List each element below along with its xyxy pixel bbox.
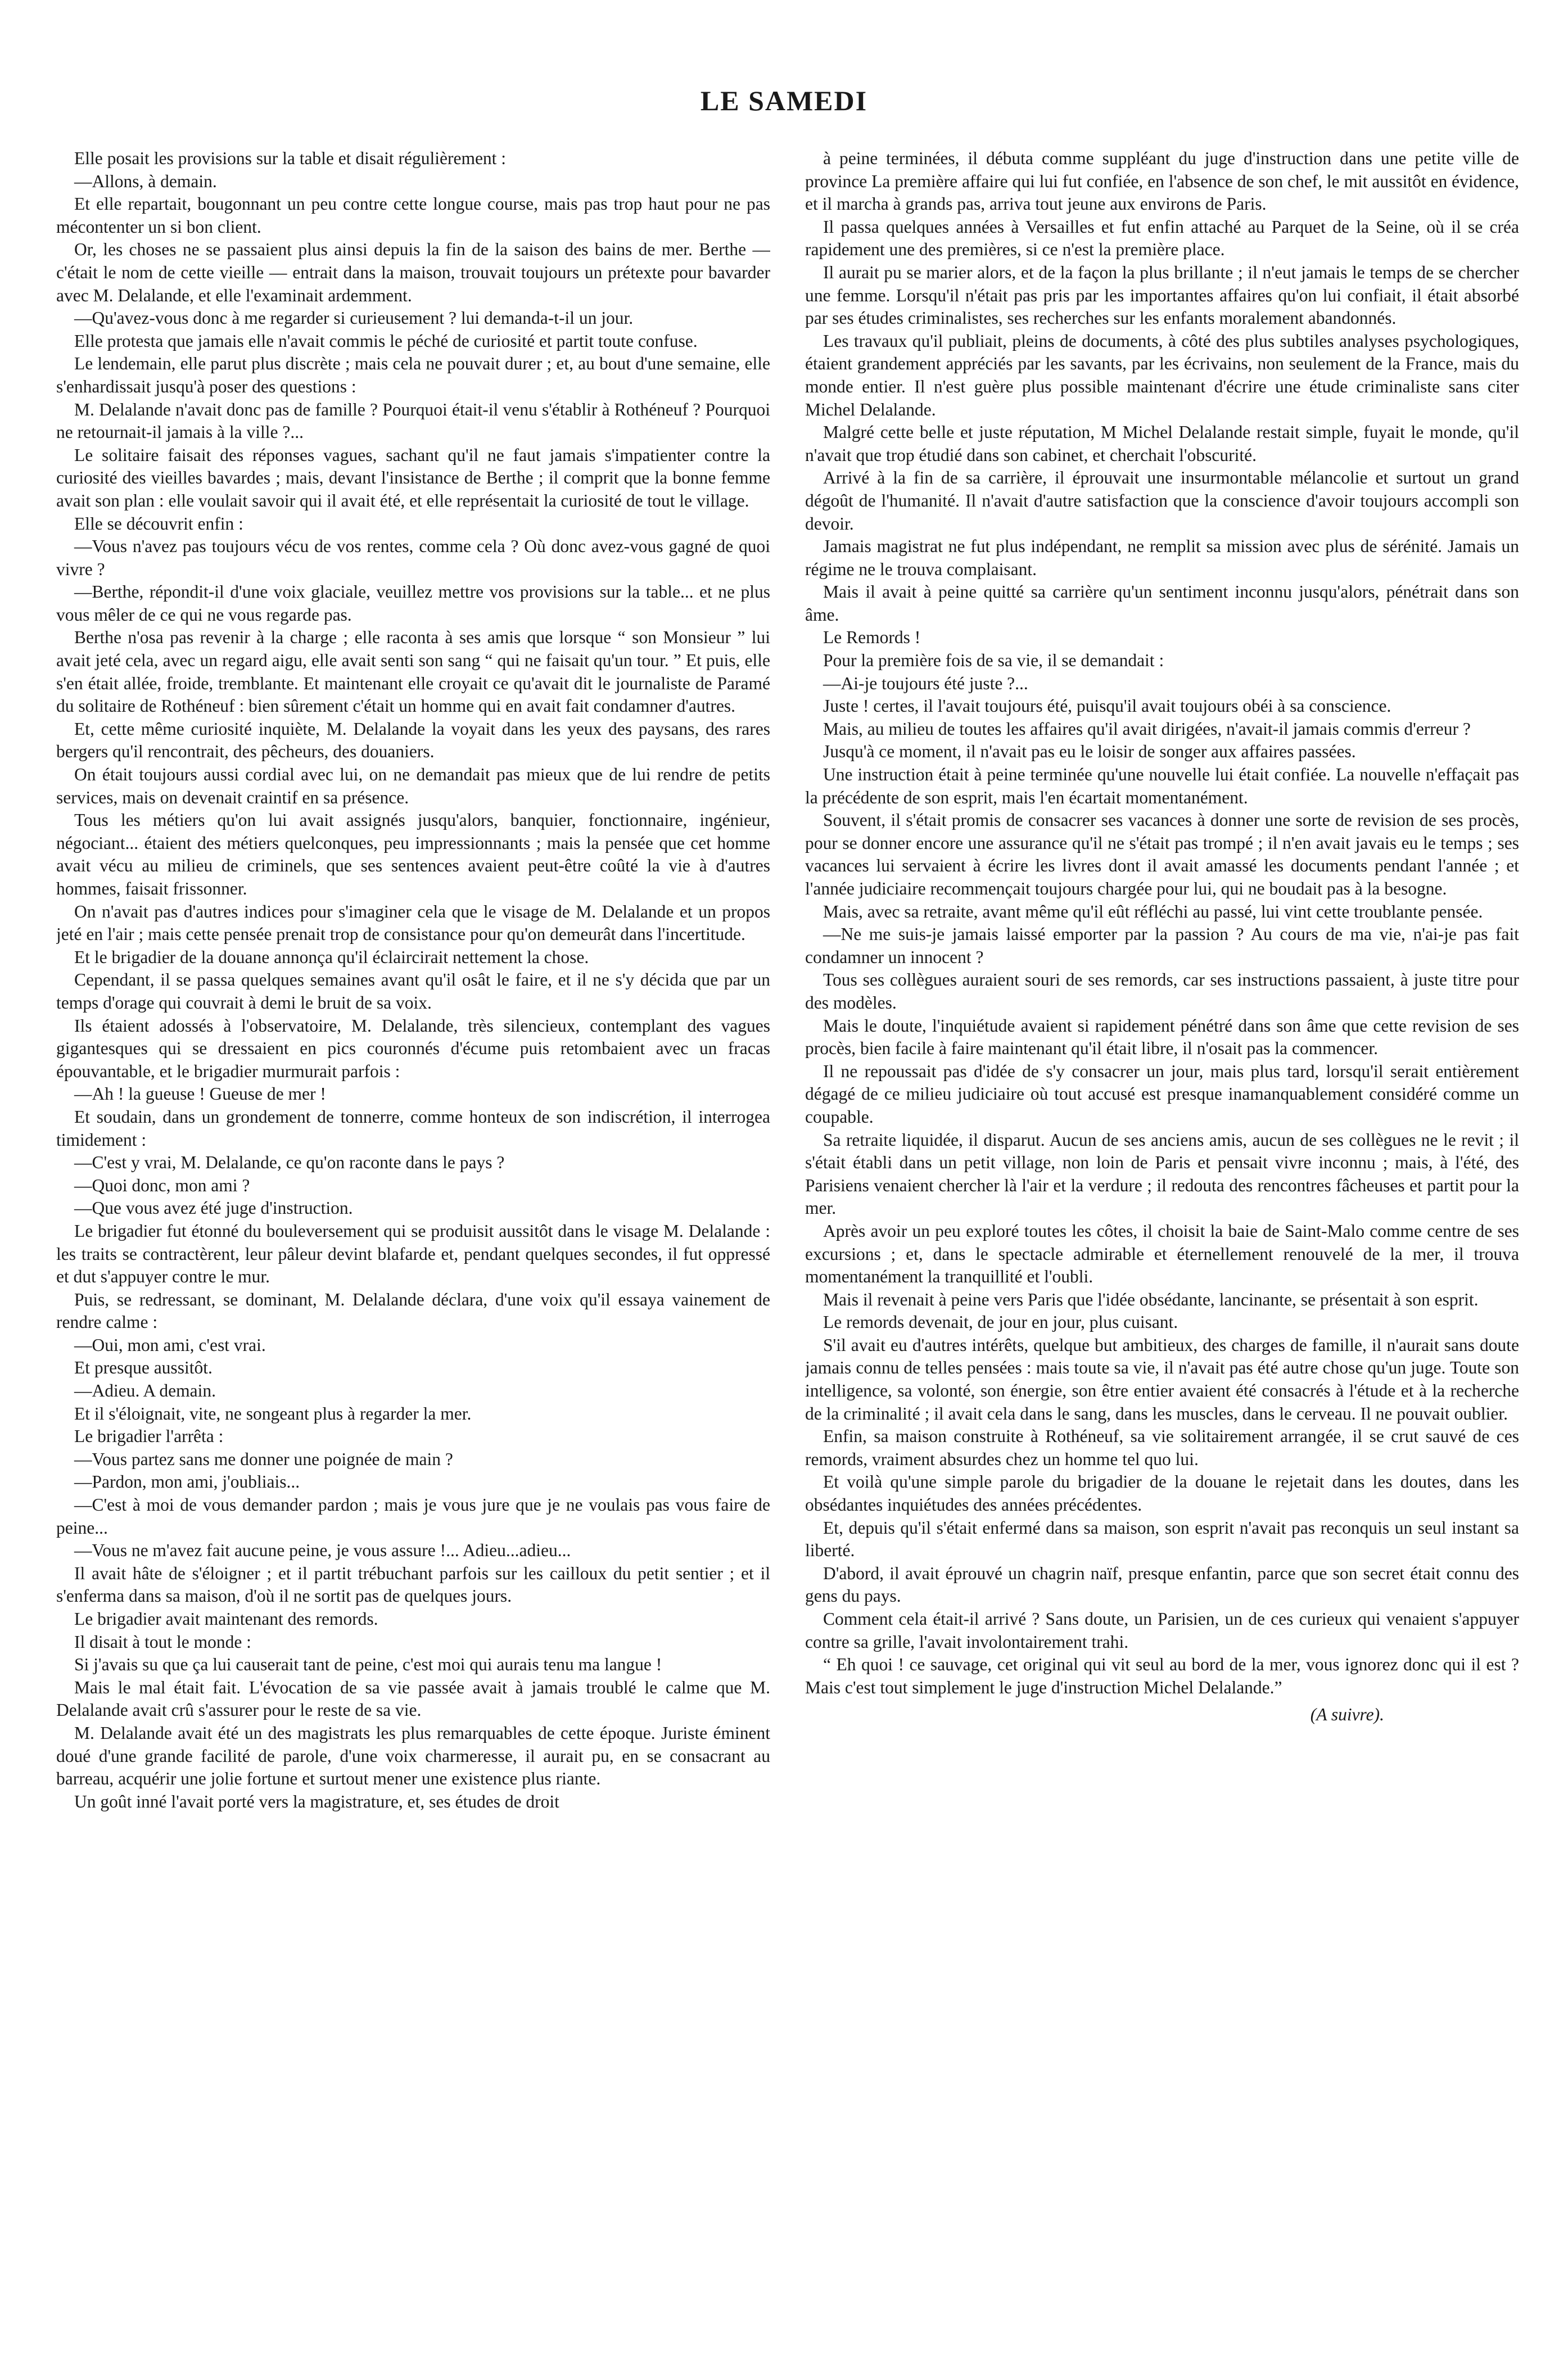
paragraph: Il passa quelques années à Versailles et fut enfin attaché au Parquet de la Seine, où il se créa rapidement une des premières, si ce n'est la première place.: [805, 216, 1519, 260]
paragraph: Tous les métiers qu'on lui avait assignés jusqu'alors, banquier, fonctionnaire, ingénieur, négociant... étaient des métiers quelconques, peu impressionnants ; mais la pensée que cet homme avait vécu au milieu de criminels, que ses sentences avaient peut-être coûté la vie à d'autres hommes, faisait frissonner.: [56, 810, 770, 898]
paragraph: Et, depuis qu'il s'était enfermé dans sa maison, son esprit n'avait pas reconquis un seul instant sa liberté.: [805, 1517, 1519, 1561]
paragraph: Cependant, il se passa quelques semaines avant qu'il osât le faire, et il ne s'y décida que par un temps d'orage qui couvrait à demi le bruit de sa voix.: [56, 970, 770, 1013]
paragraph: Un goût inné l'avait porté vers la magistrature, et, ses études de droit: [74, 1791, 559, 1811]
paragraph: Mais il avait à peine quitté sa carrière qu'un sentiment inconnu jusqu'alors, pénétrait dans son âme.: [805, 582, 1519, 625]
paragraph: Jamais magistrat ne fut plus indépendant, ne remplit sa mission avec plus de sérénité. Jamais un régime ne le trouva complaisant.: [805, 536, 1519, 579]
paragraph: Pour la première fois de sa vie, il se demandait :: [823, 650, 1164, 671]
paragraph: Il ne repoussait pas d'idée de s'y consacrer un jour, mais plus tard, lorsqu'il serait entièrement dégagé de ce milieu judiciaire où tout accusé est presque inamanquablement considéré comme un coupable.: [805, 1061, 1519, 1127]
paragraph: Elle se découvrit enfin :: [74, 513, 243, 534]
paragraph: Il disait à tout le monde :: [74, 1632, 251, 1652]
paragraph: Tous ses collègues auraient souri de ses remords, car ses instructions passaient, à juste titre pour des modèles.: [805, 970, 1519, 1013]
paragraph: Mais, au milieu de toutes les affaires qu'il avait dirigées, n'avait-il jamais commis d'erreur ?: [823, 718, 1471, 739]
paragraph: —C'est à moi de vous demander pardon ; mais je vous jure que je ne voulais pas vous faire de peine...: [56, 1495, 770, 1538]
paragraph: —Que vous avez été juge d'instruction.: [74, 1198, 353, 1218]
paragraph: Après avoir un peu exploré toutes les côtes, il choisit la baie de Saint-Malo comme centre de ses excursions ; et, dans le spectacle admirable et éternellement renouvelé de la mer, il trouva momentanément la tranquillité et l'oubli.: [805, 1221, 1519, 1287]
paragraph: —C'est y vrai, M. Delalande, ce qu'on raconte dans le pays ?: [74, 1153, 505, 1173]
text-column-right: [805, 147, 1519, 2340]
paragraph: Et, cette même curiosité inquiète, M. Delalande la voyait dans les yeux des paysans, des rares bergers qu'il rencontrait, des pêcheurs, des douaniers.: [56, 718, 770, 762]
paragraph: —Adieu. A demain.: [74, 1381, 216, 1401]
paragraph: —Vous n'avez pas toujours vécu de vos rentes, comme cela ? Où donc avez-vous gagné de quoi vivre ?: [56, 536, 770, 579]
paragraph: D'abord, il avait éprouvé un chagrin naïf, presque enfantin, parce que son secret était connu des gens du pays.: [805, 1563, 1519, 1606]
paragraph: Elle posait les provisions sur la table et disait régulièrement :: [74, 148, 507, 168]
paragraph: Puis, se redressant, se dominant, M. Delalande déclara, d'une voix qu'il essaya vainement de rendre calme :: [56, 1289, 770, 1332]
paragraph: Le solitaire faisait des réponses vagues, sachant qu'il ne faut jamais s'impatienter contre la curiosité des vieilles bavardes ; mais, devant l'insistance de Berthe ; il comprit que la bonne femme avait son plan : elle voulait savoir qui il avait été, et elle représentait la curiosité de tout le village.: [56, 445, 770, 510]
paragraph: Mais, avec sa retraite, avant même qu'il eût réfléchi au passé, lui vint cette troublante pensée.: [823, 901, 1483, 921]
paragraph: Et il s'éloignait, vite, ne songeant plus à regarder la mer.: [74, 1403, 472, 1424]
paragraph: Il aurait pu se marier alors, et de la façon la plus brillante ; il n'eut jamais le temps de se chercher une femme. Lorsqu'il n'était pas pris par les importantes affaires qu'on lui confiait, il était absorbé par ses études criminalistes, ses recherches sur les enfants moralement abandonnés.: [805, 262, 1519, 328]
paragraph: Or, les choses ne se passaient plus ainsi depuis la fin de la saison des bains de mer. Berthe — c'était le nom de cette vieille — entrait dans la maison, trouvait toujours un prétexte pour bavarder avec M. Delalande, et elle l'examinait ardemment.: [56, 239, 770, 305]
paragraph: Elle protesta que jamais elle n'avait commis le péché de curiosité et partit toute confuse.: [74, 331, 698, 351]
paragraph: M. Delalande n'avait donc pas de famille ? Pourquoi était-il venu s'établir à Rothéneuf ? Pourquoi ne retournait-il jamais à la ville ?...: [56, 399, 770, 442]
paragraph: Si j'avais su que ça lui causerait tant de peine, c'est moi qui aurais tenu ma langue !: [74, 1655, 662, 1675]
paragraph: —Berthe, répondit-il d'une voix glaciale, veuillez mettre vos provisions sur la table... et ne plus vous mêler de ce qui ne vous regarde pas.: [56, 582, 770, 625]
paragraph: Jusqu'à ce moment, il n'avait pas eu le loisir de songer aux affaires passées.: [823, 742, 1356, 762]
paragraph: —Ah ! la gueuse ! Gueuse de mer !: [74, 1084, 326, 1104]
paragraph: Ils étaient adossés à l'observatoire, M. Delalande, très silencieux, contemplant des vagues gigantesques qui se dressaient en pics couronnés d'écume puis retombaient avec un fracas épouvantable, et le brigadier murmurait parfois :: [56, 1015, 770, 1081]
paragraph: Et voilà qu'une simple parole du brigadier de la douane le rejetait dans les doutes, dans les obsédantes inquiétudes des années précédentes.: [805, 1472, 1519, 1515]
paragraph: “ Eh quoi ! ce sauvage, cet original qui vit seul au bord de la mer, vous ignorez donc qui il est ? Mais c'est tout simplement le juge d'instruction Michel Delalande.”: [805, 1655, 1519, 1697]
paragraph: à peine terminées, il débuta comme suppléant du juge d'instruction dans une petite ville de province La première affaire qui lui fut confiée, en l'absence de son chef, le mit aussitôt en évidence, et il marcha à grands pas, arriva tout jeune aux environs de Paris.: [805, 148, 1519, 214]
paragraph: Et soudain, dans un grondement de tonnerre, comme honteux de son indiscrétion, il interrogea timidement :: [56, 1106, 770, 1150]
paragraph: Le lendemain, elle parut plus discrète ; mais cela ne pouvait durer ; et, au bout d'une semaine, elle s'enhardissait jusqu'à poser des questions :: [56, 354, 770, 396]
to-be-continued-note: (A suivre).: [1310, 1705, 1384, 1725]
paragraph: Mais il revenait à peine vers Paris que l'idée obsédante, lancinante, se présentait à son esprit.: [823, 1289, 1479, 1309]
paragraph: Le remords devenait, de jour en jour, plus cuisant.: [823, 1312, 1178, 1332]
paragraph: —Allons, à demain.: [74, 171, 217, 191]
page-title: LE SAMEDI: [700, 85, 868, 116]
paragraph: M. Delalande avait été un des magistrats les plus remarquables de cette époque. Juriste éminent doué d'une grande facilité de parole, d'une voix charmeresse, il aurait pu, en se consacrant au barreau, acquérir une jolie fortune et surtout mener une existence plus riante.: [56, 1723, 770, 1789]
paragraph: —Ai-je toujours été juste ?...: [823, 673, 1028, 693]
paragraph: Le brigadier fut étonné du bouleversement qui se produisit aussitôt dans le visage M. Delalande : les traits se contractèrent, leur pâleur devint blafarde et, pendant quelques secondes, il fut oppressé et dut s'appuyer contre le mur.: [56, 1221, 770, 1287]
paragraph: —Pardon, mon ami, j'oubliais...: [74, 1472, 300, 1492]
paragraph: On était toujours aussi cordial avec lui, on ne demandait pas mieux que de lui rendre de petits services, mais on devenait craintif en sa présence.: [56, 765, 770, 807]
paragraph: Enfin, sa maison construite à Rothéneuf, sa vie solitairement arrangée, il se crut sauvé de ces remords, vraiment absurdes chez un homme tel quo lui.: [805, 1426, 1519, 1469]
paragraph: —Vous partez sans me donner une poignée de main ?: [74, 1449, 453, 1469]
paragraph: Sa retraite liquidée, il disparut. Aucun de ses anciens amis, aucun de ses collègues ne le revit ; il s'était établi dans un petit village, non loin de Paris et pensait vivre inconnu ; mais, à l'été, des Parisiens venaient chercher là l'air et la verdure ; il redouta des rencontres fâcheuses et partit pour la mer.: [805, 1129, 1519, 1218]
paragraph: Souvent, il s'était promis de consacrer ses vacances à donner une sorte de revision de ses procès, pour se donner encore une assurance qu'il ne s'était pas trompé ; il n'en avait javais eu le temps ; ses vacances lui servaient à écrire les livres dont il avait amassé les documents pendant l'année ; et l'année judiciaire recommençait toujours chargée pour lui, qui ne boudait pas à la besogne.: [805, 810, 1519, 898]
paragraph: —Oui, mon ami, c'est vrai.: [74, 1335, 266, 1355]
paragraph: Mais le mal était fait. L'évocation de sa vie passée avait à jamais troublé le calme que M. Delalande avait crû s'assurer pour le reste de sa vie.: [56, 1677, 770, 1720]
paragraph: Il avait hâte de s'éloigner ; et il partit trébuchant parfois sur les cailloux du petit sentier ; et il s'enferma dans sa maison, d'où il ne sortit pas de quelques jours.: [56, 1563, 770, 1606]
paragraph: Berthe n'osa pas revenir à la charge ; elle raconta à ses amis que lorsque “ son Monsieur ” lui avait jeté cela, avec un regard aigu, elle avait senti son sang “ qui ne faisait qu'un tour. ” Et puis, elle s'en était allée, froide, tremblante. Et maintenant elle croyait ce qu'avait dit le journaliste de Paramé du solitaire de Rothéneuf : bien sûrement c'était un homme qui en avait fait condamner d'autres.: [56, 627, 770, 716]
paragraph: Juste ! certes, il l'avait toujours été, puisqu'il avait toujours obéi à sa conscience.: [823, 696, 1391, 716]
paragraph: On n'avait pas d'autres indices pour s'imaginer cela que le visage de M. Delalande et un propos jeté en l'air ; mais cette pensée prenait trop de consistance pour qu'on demeurât dans l'incertitude.: [56, 901, 770, 945]
text-column-left: [56, 147, 770, 2340]
paragraph: Malgré cette belle et juste réputation, M Michel Delalande restait simple, fuyait le monde, qu'il n'avait que trop étudié dans son cabinet, et cherchait l'obscurité.: [805, 422, 1519, 465]
paragraph: Arrivé à la fin de sa carrière, il éprouvait une insurmontable mélancolie et surtout un grand dégoût de l'humanité. Il n'avait d'autre satisfaction que la conscience d'avoir toujours accompli son devoir.: [805, 468, 1519, 534]
paragraph: Une instruction était à peine terminée qu'une nouvelle lui était confiée. La nouvelle n'effaçait pas la précédente de son esprit, mais l'en écartait momentanément.: [805, 765, 1519, 807]
paragraph: Le brigadier l'arrêta :: [74, 1426, 224, 1447]
paragraph: Le Remords !: [823, 627, 921, 648]
paragraph: Le brigadier avait maintenant des remords.: [74, 1609, 378, 1629]
paragraph: Et le brigadier de la douane annonça qu'il éclaircirait nettement la chose.: [74, 947, 589, 967]
paragraph: Comment cela était-il arrivé ? Sans doute, un Parisien, un de ces curieux qui venaient s'appuyer contre sa grille, l'avait involontairement trahi.: [805, 1609, 1519, 1652]
paragraph: Et presque aussitôt.: [74, 1358, 213, 1378]
paragraph: —Quoi donc, mon ami ?: [74, 1175, 250, 1195]
paragraph: —Vous ne m'avez fait aucune peine, je vous assure !... Adieu...adieu...: [74, 1540, 571, 1561]
paragraph: Et elle repartait, bougonnant un peu contre cette longue course, mais pas trop haut pour ne pas mécontenter un si bon client.: [56, 194, 770, 237]
paragraph: —Qu'avez-vous donc à me regarder si curieusement ? lui demanda-t-il un jour.: [74, 308, 634, 328]
paragraph: S'il avait eu d'autres intérêts, quelque but ambitieux, des charges de famille, il n'aurait sans doute jamais connu de telles pensées : mais toute sa vie, il n'avait pas été autre chose qu'un juge. Toute son intelligence, sa volonté, son énergie, son être entier avaient été consacrés à l'étude et à la recherche de la criminalité ; il avait cela dans le sang, dans les muscles, dans le cerveau. Il ne pouvait oublier.: [805, 1335, 1519, 1424]
paragraph: —Ne me suis-je jamais laissé emporter par la passion ? Au cours de ma vie, n'ai-je pas fait condamner un innocent ?: [805, 924, 1519, 967]
paragraph: Les travaux qu'il publiait, pleins de documents, à côté des plus subtiles analyses psychologiques, étaient grandement appréciés par les savants, par les écrivains, non seulement de la France, mais du monde entier. Il n'est guère plus possible maintenant d'écrire une étude criminaliste sans citer Michel Delalande.: [805, 331, 1519, 419]
paragraph: Mais le doute, l'inquiétude avaient si rapidement pénétré dans son âme que cette revision de ses procès, bien facile à faire maintenant qu'il était libre, il n'osait pas la commencer.: [805, 1015, 1519, 1059]
